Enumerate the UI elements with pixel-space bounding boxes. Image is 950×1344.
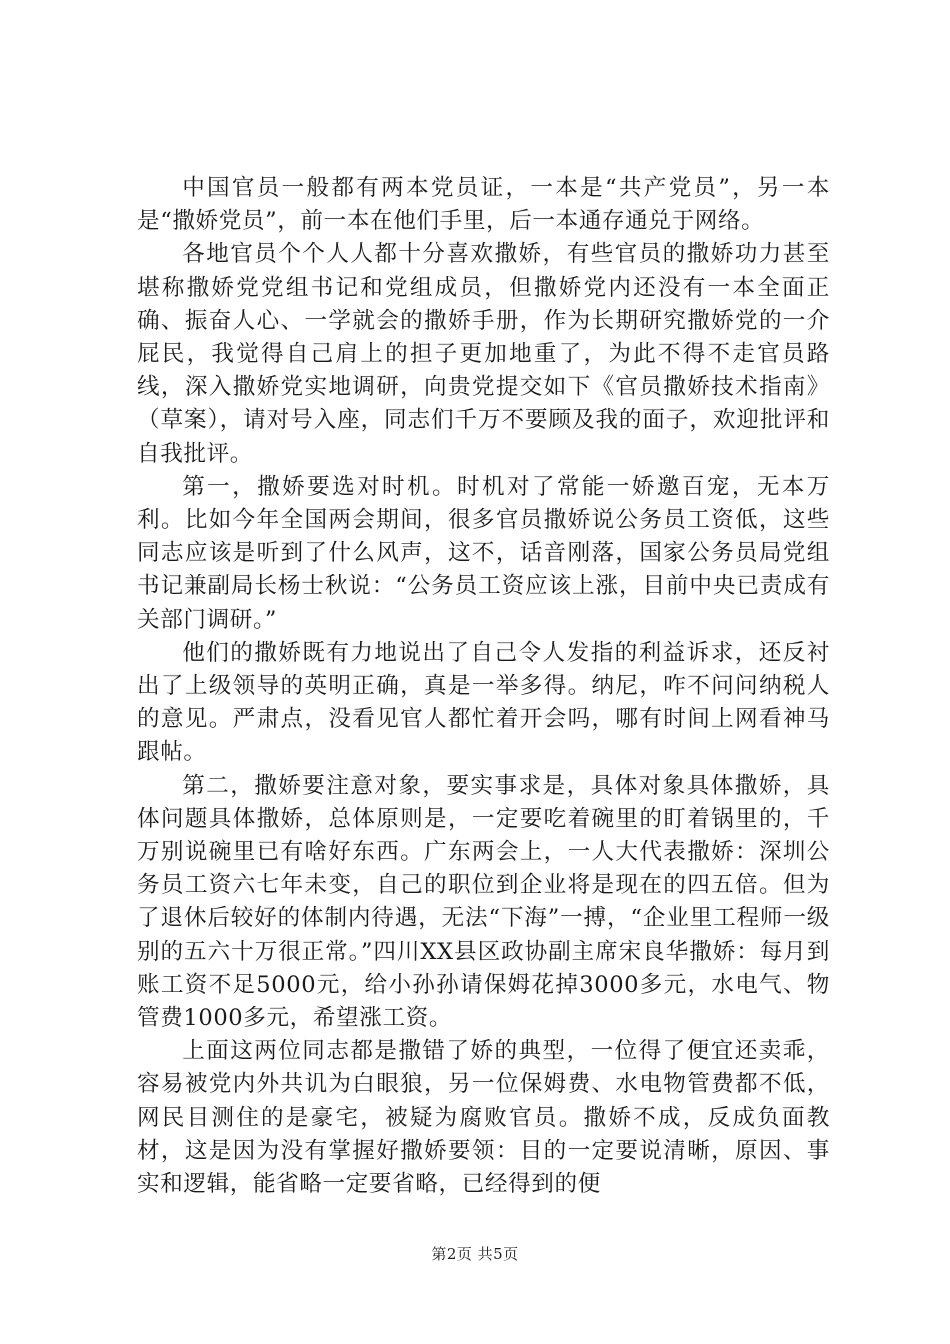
page-footer: 第2页 共5页 [431,1245,519,1263]
document-body [137,172,830,1201]
paragraph-6: 上面这两位同志都是撒错了娇的典型，一位得了便宜还卖乖，容易被党内外共讥为白眼狼，另一位保姆费、水电物管费都不低，网民目测住的是豪宅，被疑为腐败官员。撒娇不成，反成负面教材，这是因为没有掌握好撒娇要领：目的一定要说清晰，原因、事实和逻辑，能省略一定要省略，已经得到的便 [137,1038,830,1198]
paragraph-1: 中国官员一般都有两本党员证，一本是“共产党员”，另一本是“撒娇党员”，前一本在他们手里，后一本通存通兑于网络。 [137,175,830,235]
paragraph-4: 他们的撒娇既有力地说出了自己令人发指的利益诉求，还反衬出了上级领导的英明正确，真是一举多得。纳尼，咋不问问纳税人的意见。严肃点，没看见官人都忙着开会吗，哪有时间上网看神马跟帖。 [137,639,830,766]
paragraph-5: 第二，撒娇要注意对象，要实事求是，具体对象具体撒娇，具体问题具体撒娇，总体原则是，一定要吃着碗里的盯着锅里的，千万别说碗里已有啥好东西。广东两会上，一人大代表撒娇：深圳公务员工资六七年未变，自己的职位到企业将是现在的四五倍。但为了退休后较好的体制内待遇，无法“下海”一搏，“企业里工程师一级别的五六十万很正常。”四川XX县区政协副主席宋良华撒娇：每月到账工资不足5000元，给小孙孙请保姆花掉3000多元，水电气、物管费1000多元，希望涨工资。 [137,772,830,1032]
paragraph-3: 第一，撒娇要选对时机。时机对了常能一娇邀百宠，无本万利。比如今年全国两会期间，很多官员撒娇说公务员工资低，这些同志应该是听到了什么风声，这不，话音刚落，国家公务员局党组书记兼副局长杨士秋说：“公务员工资应该上涨，目前中央已责成有关部门调研。” [137,473,830,633]
paragraph-2: 各地官员个个人人都十分喜欢撒娇，有些官员的撒娇功力甚至堪称撒娇党党组书记和党组成员，但撒娇党内还没有一本全面正确、振奋人心、一学就会的撒娇手册，作为长期研究撒娇党的一介屁民，我觉得自己肩上的担子更加地重了，为此不得不走官员路线，深入撒娇党实地调研，向贵党提交如下《官员撒娇技术指南》（草案），请对号入座，同志们千万不要顾及我的面子，欢迎批评和自我批评。 [137,241,830,467]
